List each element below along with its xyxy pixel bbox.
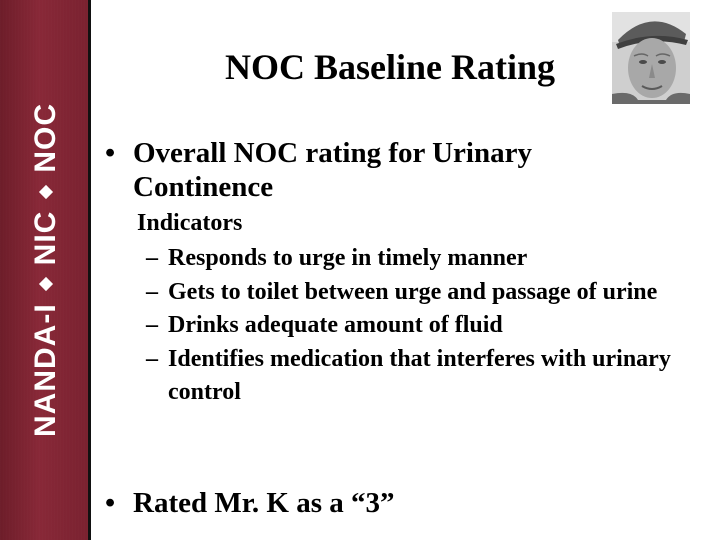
list-item: [146, 276, 686, 310]
sidebar-nic-label: NIC: [29, 210, 62, 266]
dash-icon: –: [146, 345, 158, 372]
list-item: [146, 343, 686, 410]
dash-icon: –: [146, 312, 158, 338]
list-item: [146, 242, 686, 276]
list-item: [146, 309, 686, 343]
bullet-overall-rating: [105, 136, 605, 204]
sidebar-label: [29, 103, 63, 437]
dash-icon: –: [146, 245, 158, 271]
elderly-man-photo: [612, 12, 690, 104]
diamond-icon: [39, 277, 53, 291]
indicator-text: Drinks adequate amount of fluid: [168, 312, 503, 338]
sidebar-noc-label: NOC: [29, 103, 62, 173]
bullet-icon: •: [105, 137, 116, 169]
sidebar-nanda-label: NANDA-I: [29, 303, 62, 437]
portrait-illustration: [612, 12, 690, 104]
bullet-text: Overall NOC rating for Urinary Continence: [133, 137, 532, 203]
indicator-list: [146, 242, 686, 410]
bullet-text: Rated Mr. K as a “3”: [133, 487, 395, 519]
indicator-text: Responds to urge in timely manner: [168, 245, 528, 271]
indicator-text: Identifies medication that interferes with urinary control: [168, 345, 671, 405]
dash-icon: –: [146, 278, 158, 305]
bullet-icon: •: [105, 487, 116, 519]
slide-title: NOC Baseline Rating: [224, 47, 555, 87]
indicator-text: Gets to toilet between urge and passage of urine: [168, 278, 658, 305]
sidebar-banner: [0, 0, 88, 540]
bullet-rated: [105, 486, 605, 520]
indicators-heading: Indicators: [137, 210, 243, 236]
sidebar-divider: [88, 0, 91, 540]
diamond-icon: [39, 185, 53, 199]
